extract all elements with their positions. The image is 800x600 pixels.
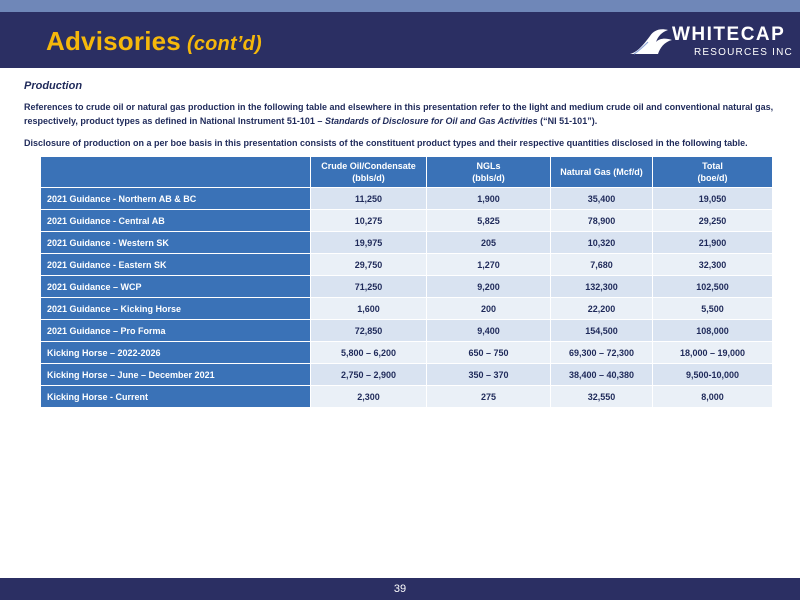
gas-cell: 32,550: [551, 386, 653, 408]
ngls-cell: 650 – 750: [427, 342, 551, 364]
ngls-cell: 5,825: [427, 210, 551, 232]
ngls-cell: 350 – 370: [427, 364, 551, 386]
page-title-suffix: (cont’d): [186, 33, 262, 55]
table-row: [41, 254, 773, 276]
row-label: 2021 Guidance – Kicking Horse: [41, 298, 311, 320]
wave-icon: [628, 26, 674, 56]
table-row: [41, 320, 773, 342]
total-cell: 18,000 – 19,000: [653, 342, 773, 364]
row-label: 2021 Guidance - Northern AB & BC: [41, 188, 311, 210]
ngls-cell: 9,200: [427, 276, 551, 298]
company-logo: [628, 22, 793, 62]
row-label: 2021 Guidance – Pro Forma: [41, 320, 311, 342]
ngls-cell: 275: [427, 386, 551, 408]
crude-cell: 1,600: [311, 298, 427, 320]
table-header-crude-unit: (bbls/d): [352, 173, 385, 183]
disclosure-paragraph: Disclosure of production on a per boe basis in this presentation consists of the constituent product types and their respective quantities disclosed in the following table.: [24, 138, 748, 148]
gas-cell: 38,400 – 40,380: [551, 364, 653, 386]
production-paragraph-text: References to crude oil or natural gas production in the following table and elsewhere in this presentation refer to the light and medium crude oil and conventional natural gas, respectively, product types as defined in National Instrument 51-101 –: [24, 102, 774, 126]
crude-cell: 5,800 – 6,200: [311, 342, 427, 364]
section-heading: Production: [24, 80, 83, 92]
total-cell: 29,250: [653, 210, 773, 232]
total-cell: 32,300: [653, 254, 773, 276]
table-header-crude: [311, 157, 427, 188]
production-paragraph-end: (“NI 51-101”).: [537, 116, 598, 126]
crude-cell: 29,750: [311, 254, 427, 276]
table-row: [41, 276, 773, 298]
total-cell: 8,000: [653, 386, 773, 408]
ngls-cell: 1,900: [427, 188, 551, 210]
gas-cell: 7,680: [551, 254, 653, 276]
header-bar: [0, 12, 800, 68]
ni-51-101-title: Standards of Disclosure for Oil and Gas Activities: [324, 116, 538, 126]
row-label: 2021 Guidance - Eastern SK: [41, 254, 311, 276]
table-row: [41, 210, 773, 232]
table-row: [41, 342, 773, 364]
table-header-gas: [551, 157, 653, 188]
crude-cell: 2,300: [311, 386, 427, 408]
total-cell: 9,500-10,000: [653, 364, 773, 386]
row-label: 2021 Guidance - Western SK: [41, 232, 311, 254]
page-number: 39: [393, 583, 407, 595]
ngls-cell: 200: [427, 298, 551, 320]
table-header-gas-label: Natural Gas (Mcf/d): [560, 167, 643, 177]
table-row: [41, 386, 773, 408]
row-label: Kicking Horse – 2022-2026: [41, 342, 311, 364]
table-row: [41, 364, 773, 386]
top-accent-strip: [0, 0, 800, 12]
production-paragraph: [24, 100, 779, 128]
crude-cell: 71,250: [311, 276, 427, 298]
gas-cell: 10,320: [551, 232, 653, 254]
total-cell: 19,050: [653, 188, 773, 210]
table-header-row: [41, 157, 773, 188]
table-row: [41, 298, 773, 320]
logo-wordmark: WHITECAP: [672, 24, 786, 45]
gas-cell: 132,300: [551, 276, 653, 298]
advisory-content: [24, 80, 779, 150]
row-label: 2021 Guidance – WCP: [41, 276, 311, 298]
table-header-crude-label: Crude Oil/Condensate: [321, 161, 416, 171]
logo-subtitle: RESOURCES INC: [694, 47, 793, 58]
ngls-cell: 9,400: [427, 320, 551, 342]
page-title: [46, 26, 262, 57]
gas-cell: 22,200: [551, 298, 653, 320]
crude-cell: 10,275: [311, 210, 427, 232]
total-cell: 102,500: [653, 276, 773, 298]
total-cell: 21,900: [653, 232, 773, 254]
table-header-ngls-label: NGLs: [476, 161, 501, 171]
table-header-total-unit: (boe/d): [697, 173, 728, 183]
production-table: [40, 156, 773, 408]
table-header-blank: [41, 157, 311, 188]
crude-cell: 19,975: [311, 232, 427, 254]
gas-cell: 78,900: [551, 210, 653, 232]
table-row: [41, 232, 773, 254]
total-cell: 5,500: [653, 298, 773, 320]
page-title-main: Advisories: [46, 26, 181, 56]
table-header-total-label: Total: [702, 161, 723, 171]
gas-cell: 154,500: [551, 320, 653, 342]
ngls-cell: 205: [427, 232, 551, 254]
crude-cell: 72,850: [311, 320, 427, 342]
gas-cell: 69,300 – 72,300: [551, 342, 653, 364]
table-row: [41, 188, 773, 210]
table-header-ngls-unit: (bbls/d): [472, 173, 505, 183]
table-header-ngls: [427, 157, 551, 188]
gas-cell: 35,400: [551, 188, 653, 210]
footer-bar: [0, 578, 800, 600]
crude-cell: 11,250: [311, 188, 427, 210]
table-header-total: [653, 157, 773, 188]
ngls-cell: 1,270: [427, 254, 551, 276]
total-cell: 108,000: [653, 320, 773, 342]
crude-cell: 2,750 – 2,900: [311, 364, 427, 386]
row-label: 2021 Guidance - Central AB: [41, 210, 311, 232]
row-label: Kicking Horse – June – December 2021: [41, 364, 311, 386]
row-label: Kicking Horse - Current: [41, 386, 311, 408]
